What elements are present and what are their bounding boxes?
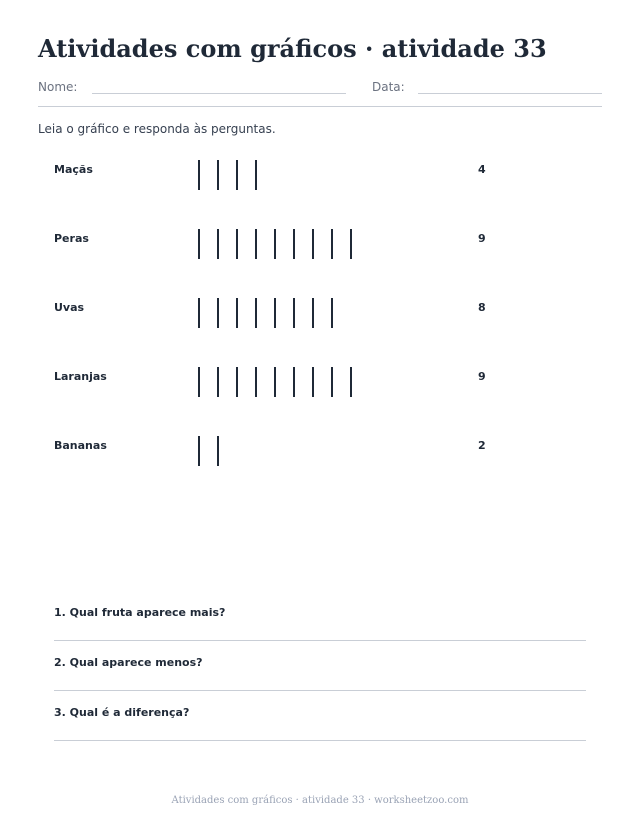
tally-mark [274, 367, 276, 397]
instructions: Leia o gráfico e responda às perguntas. [38, 122, 276, 136]
tally-chart [54, 150, 534, 490]
question-text: 1. Qual fruta aparece mais? [54, 606, 226, 619]
tally-mark [255, 160, 257, 190]
question-item [54, 706, 586, 746]
tally-mark [312, 298, 314, 328]
answer-line[interactable] [54, 640, 586, 641]
tally-mark [217, 229, 219, 259]
page-title: Atividades com gráficos · atividade 33 [38, 34, 547, 63]
tally-mark [198, 436, 200, 466]
tally-mark [217, 160, 219, 190]
name-line[interactable] [92, 93, 346, 94]
count-value: 2 [478, 439, 486, 452]
tally-mark [236, 160, 238, 190]
tally-mark [198, 367, 200, 397]
tally-mark [293, 229, 295, 259]
question-text: 2. Qual aparece menos? [54, 656, 203, 669]
chart-row [54, 219, 534, 259]
tally-mark [236, 298, 238, 328]
chart-row [54, 150, 534, 190]
tally-mark [274, 298, 276, 328]
tally-mark [198, 229, 200, 259]
answer-line[interactable] [54, 740, 586, 741]
count-value: 4 [478, 163, 486, 176]
tally-mark [198, 160, 200, 190]
question-text: 3. Qual é a diferença? [54, 706, 190, 719]
count-value: 9 [478, 370, 486, 383]
tally-mark [236, 367, 238, 397]
category-label: Uvas [54, 301, 85, 314]
header-divider [38, 106, 602, 107]
tally-mark [217, 298, 219, 328]
tally-mark [236, 229, 238, 259]
tally-mark [331, 367, 333, 397]
tally-mark [255, 298, 257, 328]
chart-row [54, 357, 534, 397]
tally-mark [312, 367, 314, 397]
tally-mark [198, 298, 200, 328]
tally-mark [255, 229, 257, 259]
tally-mark [217, 436, 219, 466]
count-value: 8 [478, 301, 486, 314]
header-fields [38, 80, 602, 100]
footer: Atividades com gráficos · atividade 33 · worksheetzoo.com [171, 795, 469, 806]
question-item [54, 656, 586, 696]
tally-mark [350, 367, 352, 397]
answer-line[interactable] [54, 690, 586, 691]
tally-mark [255, 367, 257, 397]
tally-mark [312, 229, 314, 259]
tally-mark [350, 229, 352, 259]
tally-mark [293, 298, 295, 328]
tally-mark [331, 229, 333, 259]
name-label: Nome: [38, 80, 78, 94]
category-label: Laranjas [54, 370, 107, 383]
category-label: Bananas [54, 439, 107, 452]
count-value: 9 [478, 232, 486, 245]
question-item [54, 606, 586, 646]
date-label: Data: [372, 80, 405, 94]
tally-mark [331, 298, 333, 328]
category-label: Maçãs [54, 163, 93, 176]
chart-row [54, 426, 534, 466]
tally-mark [274, 229, 276, 259]
chart-row [54, 288, 534, 328]
date-line[interactable] [418, 93, 602, 94]
tally-mark [217, 367, 219, 397]
category-label: Peras [54, 232, 89, 245]
tally-mark [293, 367, 295, 397]
